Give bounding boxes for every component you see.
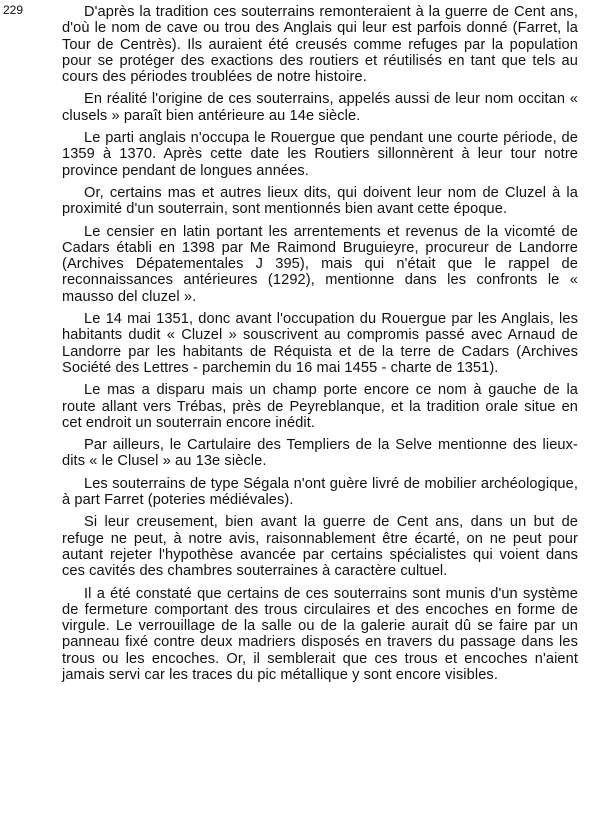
paragraph-6: Le 14 mai 1351, donc avant l'occupation du Rouergue par les Anglais, les habitants dudit « Cluzel » souscrivent au compromis passé avec Arnaud de Landorre par les habitants de Réquista et de la terre de Cadars (Archives Société des Lettres - parchemin du 16 mai 1455 - charte de 1351). (62, 311, 578, 376)
paragraph-11: Il a été constaté que certains de ces souterrains sont munis d'un système de fermeture comportant des trous circulaires et des encoches en forme de virgule. Le verrouillage de la salle ou de la galerie aurait dû se faire par un panneau fixé contre deux madriers disposés en travers du passage dans les trous ou les encoches. Or, il semblerait que ces trous et encoches n'aient jamais servi car les traces du pic métallique y sont encore visibles. (62, 585, 578, 683)
paragraph-4: Or, certains mas et autres lieux dits, qui doivent leur nom de Cluzel à la proximité d'un souterrain, sont mentionnés bien avant cette époque. (62, 184, 578, 218)
paragraph-1: D'après la tradition ces souterrains remonteraient à la guerre de Cent ans, d'où le nom de cave ou trou des Anglais qui leur est parfois donné (Farret, la Tour de Centrès). Ils auraient été creusés comme refuges par la population pour se protéger des exactions des routiers et réutilisés en tant que tels au cours des périodes troublées de notre histoire. (62, 4, 578, 86)
paragraph-8: Par ailleurs, le Cartulaire des Templiers de la Selve mentionne des lieux-dits « le Clusel » au 13e siècle. (62, 437, 578, 470)
paragraph-10: Si leur creusement, bien avant la guerre de Cent ans, dans un but de refuge ne peut, à notre avis, raisonnablement être écarté, on ne peut pour autant rejeter l'hypothèse avancée par certains spécialistes qui voient dans ces cavités des chambres souterraines à caractère cultuel. (62, 514, 578, 580)
paragraph-2: En réalité l'origine de ces souterrains, appelés aussi de leur nom occitan « clusels » paraît bien antérieure au 14e siècle. (62, 91, 578, 124)
paragraph-5: Le censier en latin portant les arrentements et revenus de la vicomté de Cadars établi en 1398 par Me Raimond Bruguieyre, procureur de Landorre (Archives Dépatementales J 395), mais qui n'était que le rappel de reconnaissances antérieures (1292), mentionne dans les confronts le « mausso del cluzel ». (62, 223, 578, 305)
paragraph-3: Le parti anglais n'occupa le Rouergue que pendant une courte période, de 1359 à 1370. Après cette date les Routiers sillonnèrent à leur tour notre province pendant de longues années. (62, 130, 578, 179)
paragraph-9: Les souterrains de type Ségala n'ont guère livré de mobilier archéologique, à part Farret (poteries médiévales). (62, 475, 578, 509)
page-number: 229 (3, 3, 24, 17)
paragraph-7: Le mas a disparu mais un champ porte encore ce nom à gauche de la route allant vers Trébas, près de Peyreblanque, et la tradition orale situe en cet endroit un souterrain encore inédit. (62, 382, 578, 431)
text-column (62, 4, 578, 689)
